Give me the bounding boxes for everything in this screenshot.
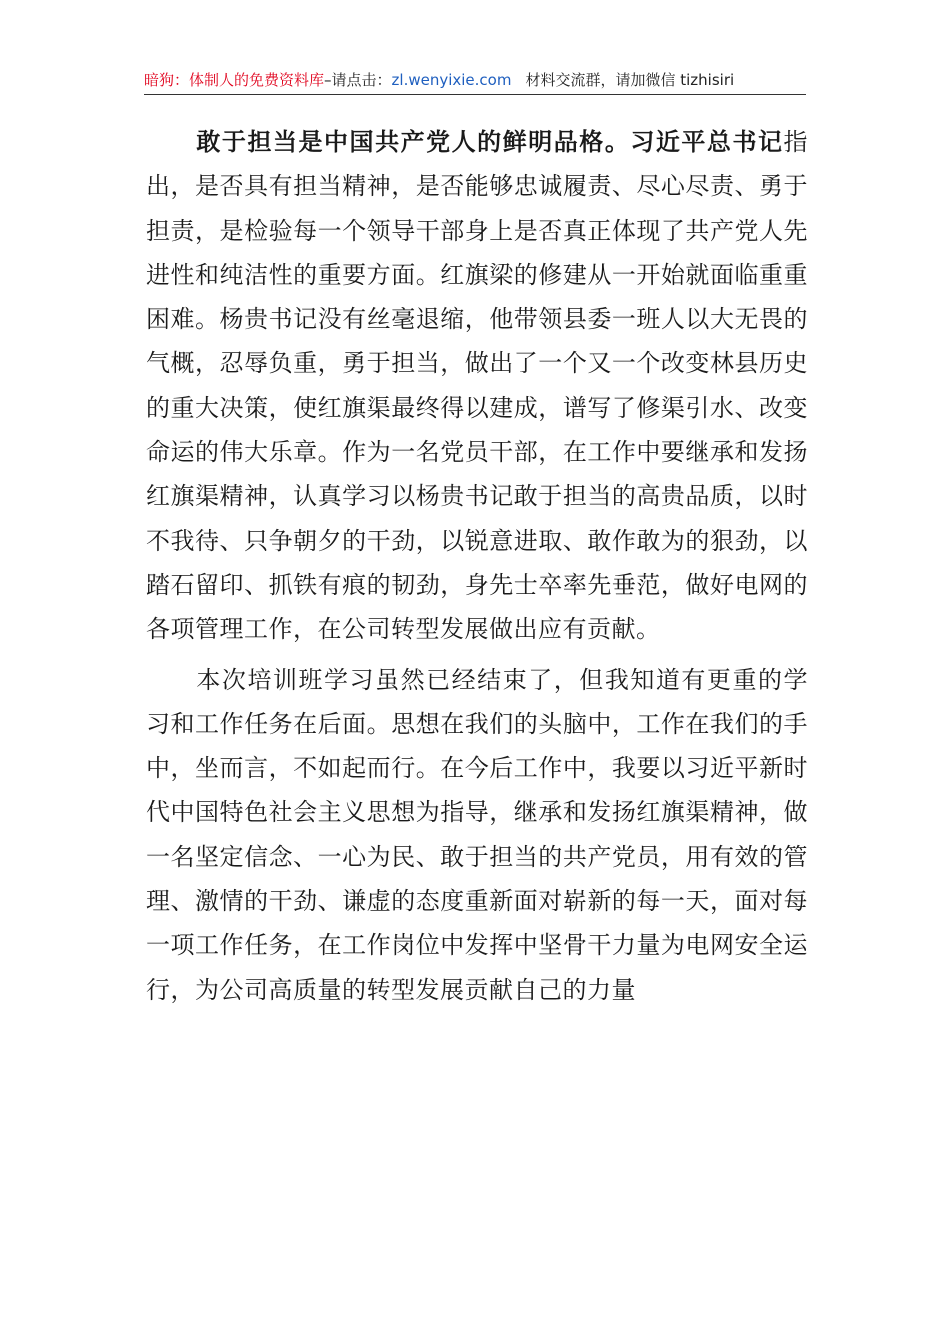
paragraph-1 [146, 120, 808, 652]
site-name: 暗狗：体制人的免费资料库 [144, 71, 325, 89]
click-prompt: –请点击： [324, 71, 392, 89]
contact-info: 材料交流群，请加微信 tizhisiri [525, 71, 735, 89]
paragraph-2-text: 本次培训班学习虽然已经结束了，但我知道有更重的学习和工作任务在后面。思想在我们的头脑中，工作在我们的手中，坐而言，不如起而行。在今后工作中，我要以习近平新时代中国特色社会主义思想为指导，继承和发扬红旗渠精神，做一名坚定信念、一心为民、敢于担当的共产党员，用有效的管理、激情的干劲、谦虚的态度重新面对崭新的每一天，面对每一项工作任务，在工作岗位中发挥中坚骨干力量为电网安全运行，为公司高质量的转型发展贡献自己的力量 [146, 665, 808, 1004]
page-header [144, 70, 806, 95]
paragraph-1-text: 指出，是否具有担当精神，是否能够忠诚履责、尽心尽责、勇于担责，是检验每一个领导干部身上是否真正体现了共产党人先进性和纯洁性的重要方面。红旗梁的修建从一开始就面临重重困难。杨贵书记没有丝毫退缩，他带领县委一班人以大无畏的气概，忍辱负重，勇于担当，做出了一个又一个改变林县历史的重大决策，使红旗渠最终得以建成，谱写了修渠引水、改变命运的伟大乐章。作为一名党员干部，在工作中要继承和发扬红旗渠精神，认真学习以杨贵书记敢于担当的高贵品质，以时不我待、只争朝夕的干劲，以锐意进取、敢作敢为的狠劲，以踏石留印、抓铁有痕的韧劲，身先士卒率先垂范，做好电网的各项管理工作，在公司转型发展做出应有贡献。 [146, 128, 808, 644]
paragraph-1-lead: 敢于担当是中国共产党人的鲜明品格。习近平总书记 [196, 128, 784, 156]
document-body [146, 120, 808, 1012]
site-url-link[interactable]: zl.wenyixie.com [391, 71, 512, 89]
paragraph-2 [146, 658, 808, 1012]
